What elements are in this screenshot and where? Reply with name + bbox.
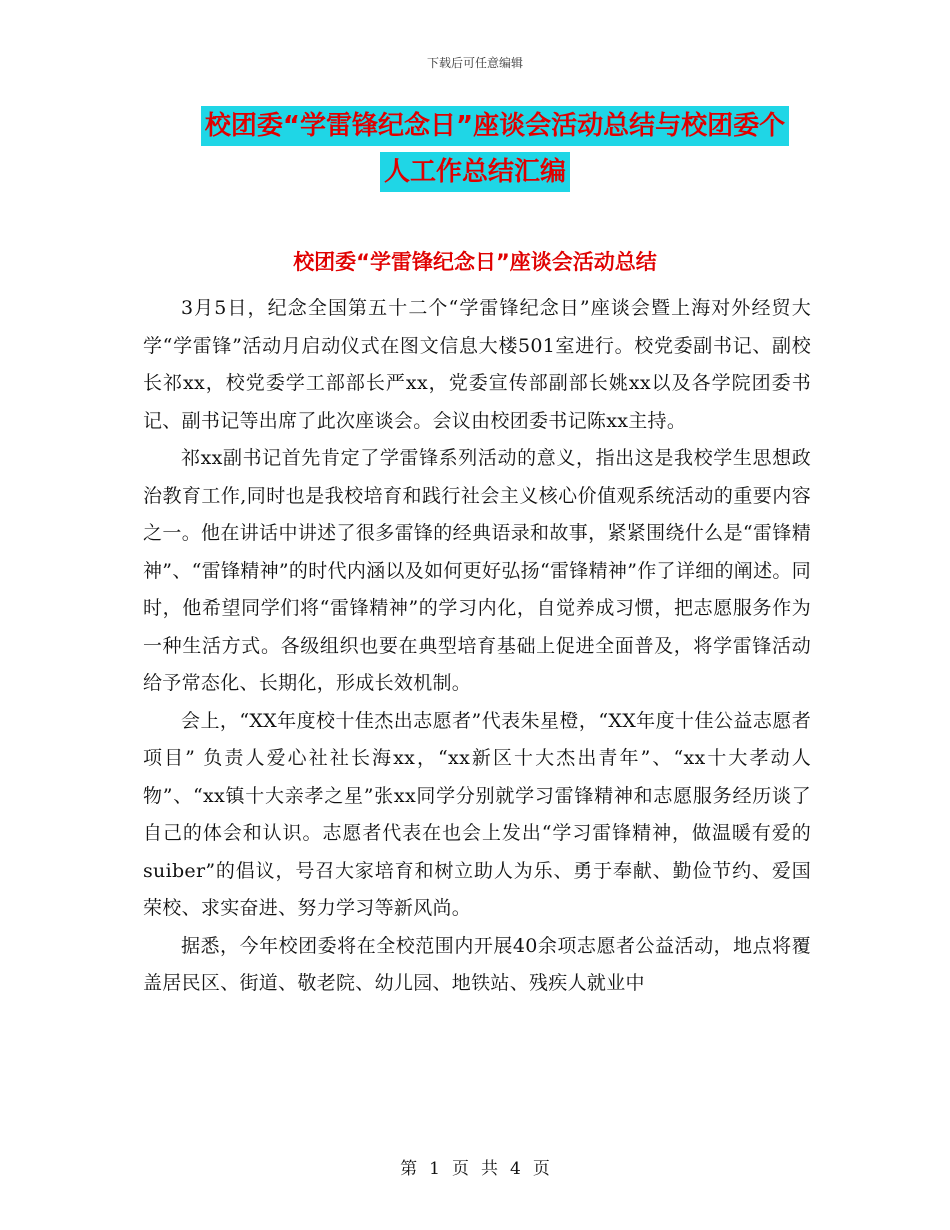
footer-suffix: 页 [532,1159,550,1179]
footer-page-word: 页 [452,1159,469,1179]
footer-total-word: 共 [481,1159,498,1179]
footer-prefix: 第 [400,1159,418,1179]
current-page-number: 1 [429,1159,440,1179]
paragraph: 据悉，今年校团委将在全校范围内开展40余项志愿者公益活动，地点将覆盖居民区、街道、敬老院、幼儿园、地铁站、残疾人就业中 [143,934,811,994]
document-body [143,290,811,1003]
section-title: 校团委“学雷锋纪念日”座谈会活动总结 [293,250,657,274]
total-pages-number: 4 [510,1159,521,1179]
paragraph: 会上，“XX年度校十佳杰出志愿者”代表朱星橙，“XX年度十佳公益志愿者项目” 负责人爱心社社长海xx，“xx新区十大杰出青年”、“xx十大孝动人物”、“xx镇十大亲孝之星”张xx同学分别就学习雷锋精神和志愿服务经历谈了自己的体会和认识。志愿者代表在也会上发出“学习雷锋精神，做温暖有爱的suiber”的倡议，号召大家培育和树立助人为乐、勇于奉献、勤俭节约、爱国荣校、求实奋进、努力学习等新风尚。 [143,709,811,919]
document-title-line-1: 校团委“学雷锋纪念日”座谈会活动总结与校团委个 [201,106,789,146]
paragraph: 3月5日，纪念全国第五十二个“学雷锋纪念日”座谈会暨上海对外经贸大学“学雷锋”活动月启动仪式在图文信息大楼501室进行。校党委副书记、副校长祁xx，校党委学工部部长严xx，党委宣传部副部长姚xx以及各学院团委书记、副书记等出席了此次座谈会。会议由校团委书记陈xx主持。 [143,297,811,432]
paragraph: 祁xx副书记首先肯定了学雷锋系列活动的意义，指出这是我校学生思想政治教育工作,同时也是我校培育和践行社会主义核心价值观系统活动的重要内容之一。他在讲话中讲述了很多雷锋的经典语录和故事，紧紧围绕什么是“雷锋精神”、“雷锋精神”的时代内涵以及如何更好弘扬“雷锋精神”作了详细的阐述。同时，他希望同学们将“雷锋精神”的学习内化，自觉养成习惯，把志愿服务作为一种生活方式。各级组织也要在典型培育基础上促进全面普及，将学雷锋活动给予常态化、长期化，形成长效机制。 [143,447,811,694]
document-title-line-2: 人工作总结汇编 [380,152,570,192]
header-note: 下载后可任意编辑 [426,56,523,70]
document-title [0,106,950,192]
page-footer [0,1154,950,1179]
